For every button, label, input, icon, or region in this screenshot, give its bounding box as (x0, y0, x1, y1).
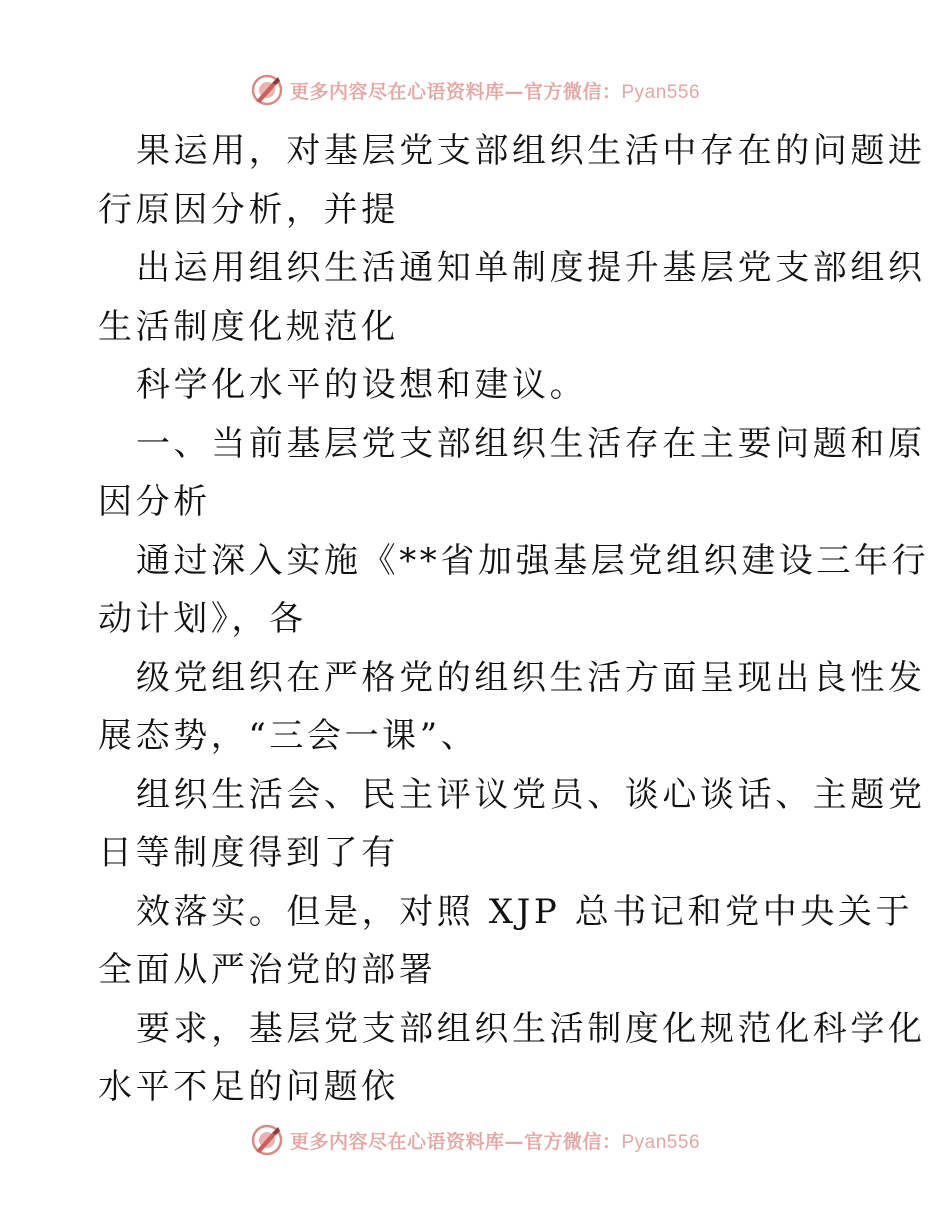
section-heading-line: 一、当前基层党支部组织生活存在主要问题和原 (136, 423, 926, 464)
text-line: 行原因分析，并提 (98, 189, 399, 230)
document-body (98, 122, 930, 1117)
text-line: 效落实。但是，对照 XJP 总书记和党中央关于 (136, 891, 914, 932)
text-line: 展态势，“三会一课”、 (98, 716, 479, 756)
footer-watermark (0, 1120, 950, 1160)
text-line: 科学化水平的设想和建议。 (136, 365, 588, 405)
text-line: 水平不足的问题依 (98, 1067, 399, 1107)
section-heading-line: 因分析 (98, 482, 211, 522)
text-line: 出运用组织生活通知单制度提升基层党支部组织 (136, 248, 926, 288)
text-line: 日等制度得到了有 (98, 833, 399, 873)
text-line: 动计划》，各 (98, 599, 307, 639)
text-line: 级党组织在严格党的组织生活方面呈现出良性发 (136, 657, 926, 698)
text-line: 组织生活会、民主评议党员、谈心谈话、主题党 (136, 774, 926, 815)
text-line: 全面从严治党的部署 (98, 950, 437, 990)
pen-logo-icon (250, 1123, 284, 1157)
text-line: 通过深入实施《**省加强基层党组织建设三年行 (136, 540, 930, 581)
watermark-text: 更多内容尽在心语资料库—官方微信：Pyan556 (289, 80, 701, 103)
text-line: 果运用，对基层党支部组织生活中存在的问题进 (136, 131, 926, 171)
watermark-text: 更多内容尽在心语资料库—官方微信：Pyan556 (289, 1130, 701, 1153)
text-line: 生活制度化规范化 (98, 306, 399, 347)
text-line: 要求，基层党支部组织生活制度化规范化科学化 (136, 1008, 926, 1049)
header-watermark (0, 70, 950, 110)
pen-logo-icon (250, 73, 284, 107)
